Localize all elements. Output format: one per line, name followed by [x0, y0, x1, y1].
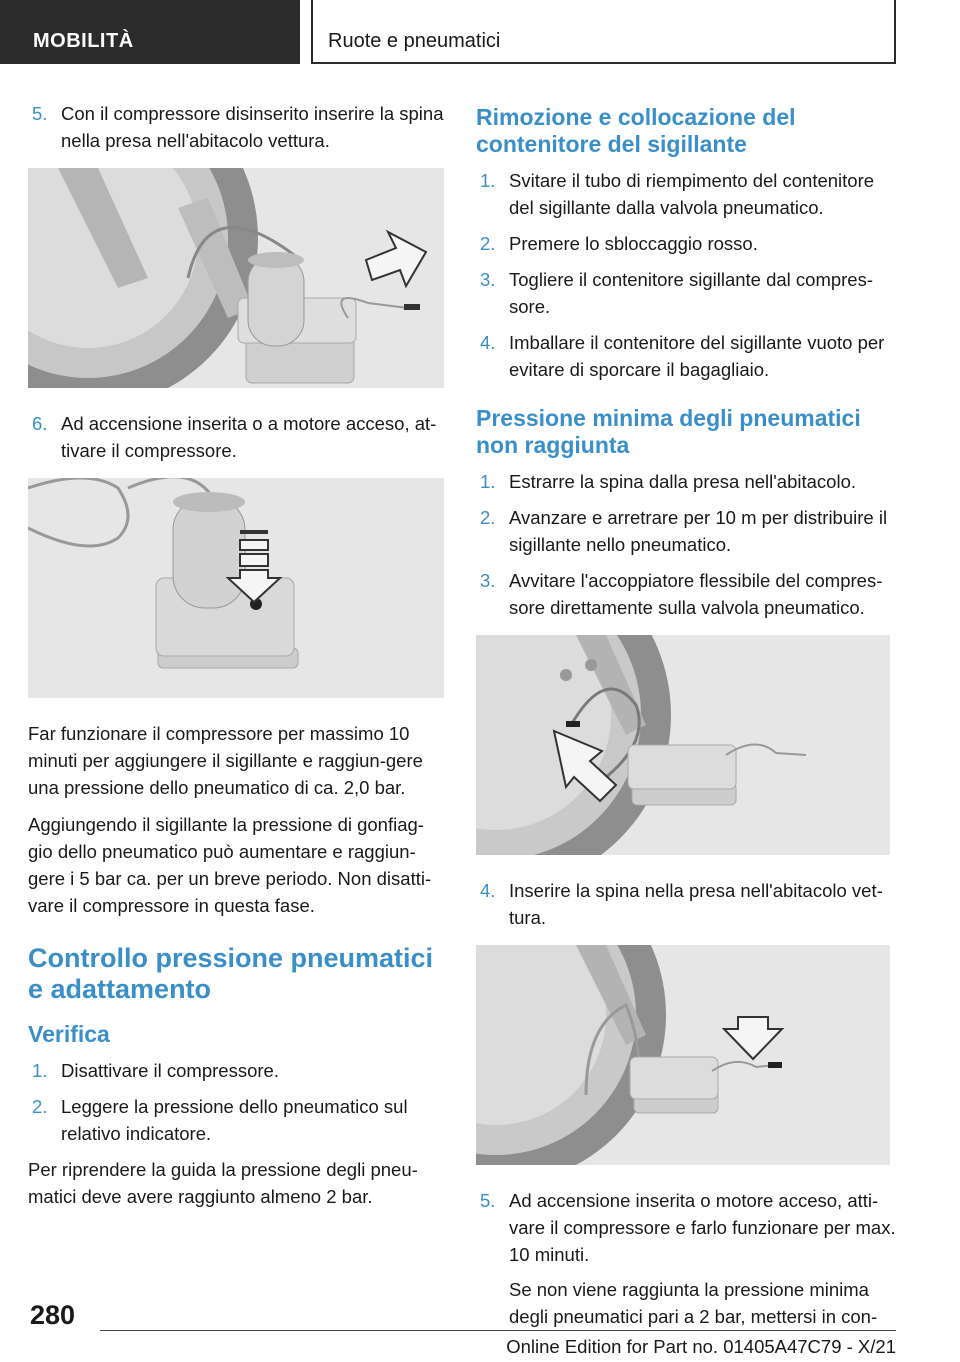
step-number: 1. — [480, 471, 496, 492]
step-text: Leggere la pressione dello pneumatico sul relativo indicatore. — [61, 1096, 408, 1144]
step-text: Svitare il tubo di riempimento del contenitore del sigillante dalla valvola pneumatico. — [509, 170, 875, 218]
step-number: 5. — [32, 103, 48, 124]
step-number: 2. — [32, 1096, 48, 1117]
step-item — [28, 1093, 444, 1147]
step-item — [476, 504, 896, 558]
step-text: Premere lo sbloccaggio rosso. — [509, 233, 758, 254]
step-text: Inserire la spina nella presa nell'abitacolo vet‐tura. — [509, 880, 883, 928]
step-text: Ad accensione inserita o motore acceso, atti‐vare il compressore e farlo funzionare per max. 10 minuti. — [509, 1190, 896, 1265]
step-item — [476, 230, 896, 257]
left-column — [28, 100, 444, 1220]
step-item — [476, 167, 896, 221]
compressor-switch-illustration — [28, 478, 444, 698]
section-tab: MOBILITÀ — [0, 0, 300, 64]
step-text: Imballare il contenitore del sigillante vuoto per evitare di sporcare il bagagliaio. — [509, 332, 885, 380]
compressor-plug-illustration — [28, 168, 444, 388]
chapter-title: Ruote e pneumatici — [311, 0, 896, 64]
step-text: Togliere il contenitore sigillante dal compres‐sore. — [509, 269, 874, 317]
step-text: Avvitare l'accoppiatore flessibile del compres‐sore direttamente sulla valvola pneumatico. — [509, 570, 883, 618]
step-item — [28, 1057, 444, 1084]
step-number: 2. — [480, 507, 496, 528]
step-item — [476, 877, 896, 931]
subsection-heading: Verifica — [28, 1021, 110, 1047]
step-text-continued: Se non viene raggiunta la pressione minima degli pneumatici pari a 2 bar, mettersi in con‐ — [509, 1279, 878, 1327]
step-number: 3. — [480, 269, 496, 290]
step-text: Avanzare e arretrare per 10 m per distribuire il sigillante nello pneumatico. — [509, 507, 888, 555]
paragraph: Per riprendere la guida la pressione degli pneu‐matici deve avere raggiunto almeno 2 bar. — [28, 1159, 418, 1207]
step-item — [476, 567, 896, 621]
compressor-cabin-plug-illustration — [476, 945, 890, 1165]
step-number: 4. — [480, 332, 496, 353]
step-number: 1. — [32, 1060, 48, 1081]
step-text: Con il compressore disinserito inserire la spina nella presa nell'abitacolo vettura. — [61, 103, 444, 151]
footer-divider — [100, 1330, 896, 1331]
step-item — [476, 468, 896, 495]
step-item — [28, 410, 444, 464]
step-text: Estrarre la spina dalla presa nell'abitacolo. — [509, 471, 857, 492]
step-number: 2. — [480, 233, 496, 254]
step-item — [476, 1187, 896, 1330]
step-text-block — [509, 1187, 896, 1330]
subsection-heading: Rimozione e collocazione del contenitore del sigillante — [476, 104, 796, 157]
step-text: Ad accensione inserita o a motore acceso, at‐tivare il compressore. — [61, 413, 437, 461]
step-number: 3. — [480, 570, 496, 591]
edition-note: Online Edition for Part no. 01405A47C79 - X/21 — [506, 1336, 896, 1357]
section-heading: Controllo pressione pneumatici e adattamento — [28, 943, 434, 1004]
step-number: 4. — [480, 880, 496, 901]
step-number: 5. — [480, 1190, 496, 1211]
step-text: Disattivare il compressore. — [61, 1060, 279, 1081]
step-number: 6. — [32, 413, 48, 434]
valve-coupler-illustration — [476, 635, 890, 855]
paragraph: Aggiungendo il sigillante la pressione di gonfiag‐gio dello pneumatico può aumentare e raggiun‐gere i 5 bar ca. per un breve periodo. Non disatti‐vare il compressore in questa fase. — [28, 814, 432, 916]
right-column — [476, 100, 896, 1339]
page-number: 280 — [30, 1300, 76, 1330]
step-item — [476, 266, 896, 320]
paragraph: Far funzionare il compressore per massimo 10 minuti per aggiungere il sigillante e raggiun‐gere una pressione dello pneumatico di ca. 2,0 bar. — [28, 723, 423, 798]
subsection-heading: Pressione minima degli pneumatici non raggiunta — [476, 405, 861, 458]
step-item — [28, 100, 444, 154]
step-number: 1. — [480, 170, 496, 191]
step-item — [476, 329, 896, 383]
